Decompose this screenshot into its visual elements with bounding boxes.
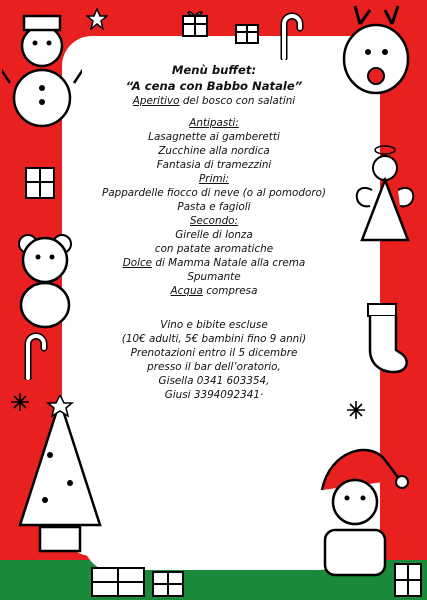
info-line: (10€ adulti, 5€ bambini fino 9 anni) <box>121 333 307 345</box>
info-line: Vino e bibite escluse <box>160 319 268 331</box>
gift-icon <box>392 556 424 598</box>
aperitivo-text: del bosco con salatini <box>179 95 296 107</box>
teddy-bear-icon <box>14 230 76 330</box>
info-line: presso il bar dell’oratorio, <box>147 361 281 373</box>
menu-item: Spumante <box>187 271 241 283</box>
aperitivo-label: Aperitivo <box>132 95 180 107</box>
snowman-icon <box>2 8 82 128</box>
info-line: Gisella 0341 603354, <box>158 375 270 387</box>
menu-item: Girelle di lonza <box>175 229 253 241</box>
info-line: Giusi 3394092341· <box>164 389 264 401</box>
acqua-text: compresa <box>202 285 258 297</box>
snowflake-icon <box>346 400 366 420</box>
secondo-label: Secondo: <box>189 215 239 227</box>
stocking-icon <box>360 300 415 380</box>
dolce-text: di Mamma Natale alla crema <box>152 257 306 269</box>
gift-icon <box>88 560 148 598</box>
acqua-line <box>78 284 350 298</box>
menu-item: Fantasia di tramezzini <box>156 159 272 171</box>
gift-icon <box>150 566 186 598</box>
event-title: “A cena con Babbo Natale” <box>125 79 303 93</box>
candy-cane-icon <box>20 330 48 380</box>
gift-icon <box>233 18 261 46</box>
dolce-line <box>78 256 350 270</box>
info-line: Prenotazioni entro il 5 dicembre <box>130 347 298 359</box>
menu-item: Pasta e fagioli <box>177 201 251 213</box>
menu-item: Pappardelle fiocco di neve (o al pomodoro) <box>101 187 327 199</box>
gift-icon <box>22 160 58 204</box>
dolce-label: Dolce <box>122 257 153 269</box>
primi-label: Primi: <box>199 173 229 185</box>
menu-item: Zucchine alla nordica <box>158 145 270 157</box>
aperitivo-line <box>78 94 350 108</box>
gift-icon <box>180 8 210 38</box>
acqua-label: Acqua <box>170 285 203 297</box>
menu-title: Menù buffet: <box>171 63 257 77</box>
menu-item: con patate aromatiche <box>154 243 274 255</box>
christmas-tree-icon <box>10 395 110 555</box>
candy-cane-icon <box>276 10 304 60</box>
menu-text <box>78 62 350 402</box>
antipasti-label: Antipasti: <box>189 117 239 129</box>
menu-item: Lasagnette ai gamberetti <box>148 131 280 143</box>
angel-icon <box>350 140 420 250</box>
star-icon <box>86 8 108 30</box>
